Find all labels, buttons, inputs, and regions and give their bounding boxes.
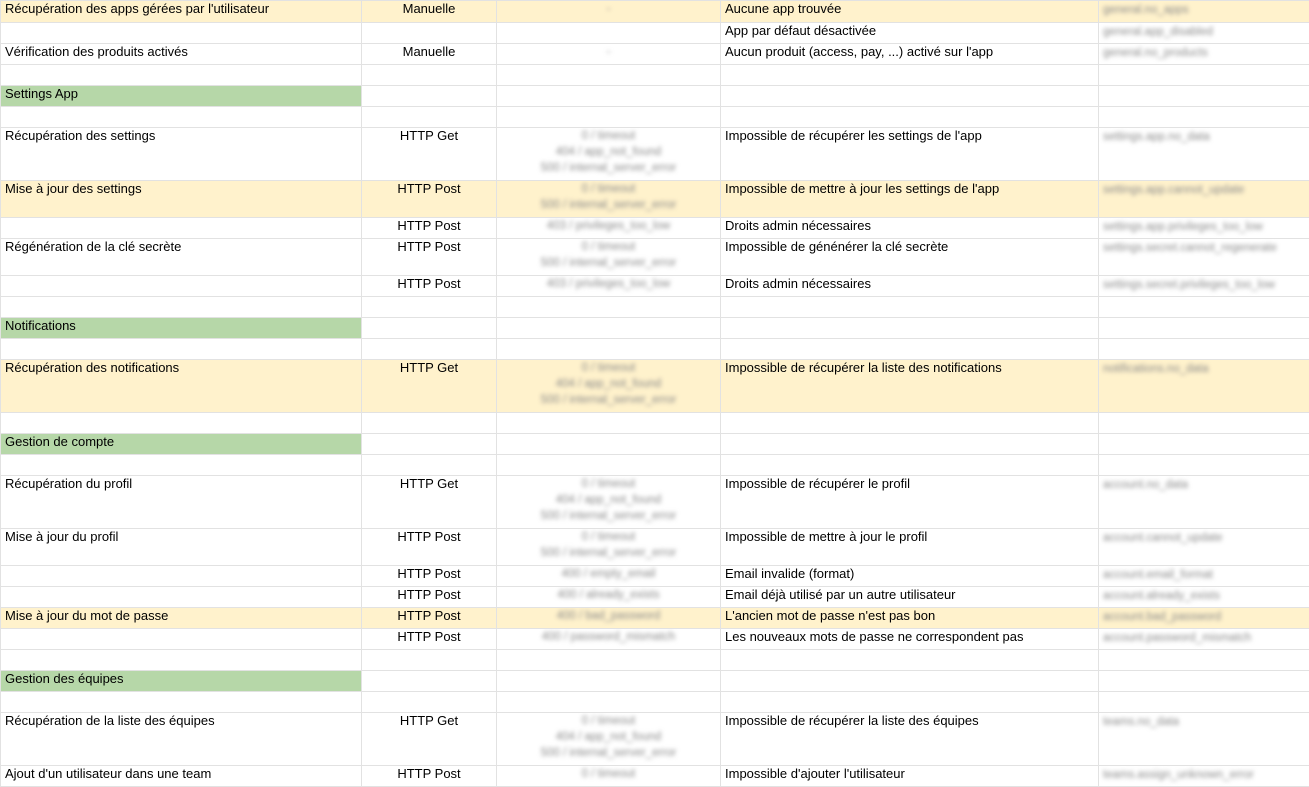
- status-code-line: 0 / timeout: [501, 766, 716, 782]
- step-cell[interactable]: [1, 587, 362, 608]
- step-cell[interactable]: Récupération des settings: [1, 128, 362, 181]
- table-row: [1, 23, 1309, 44]
- key-cell[interactable]: [1099, 455, 1309, 476]
- translation-key: settings.app.privileges_too_low: [1103, 221, 1263, 233]
- message-cell[interactable]: [721, 339, 1099, 360]
- message-cell[interactable]: Impossible de génénérer la clé secrète: [721, 239, 1099, 276]
- type-cell[interactable]: [362, 692, 497, 713]
- message-cell[interactable]: [721, 650, 1099, 671]
- status-code-line: 500 / internal_server_error: [501, 160, 716, 176]
- message-cell[interactable]: [721, 86, 1099, 107]
- status-cell[interactable]: [497, 587, 721, 608]
- type-cell[interactable]: HTTP Get: [362, 476, 497, 529]
- message-cell[interactable]: Email déjà utilisé par un autre utilisateur: [721, 587, 1099, 608]
- status-cell[interactable]: [497, 413, 721, 434]
- status-cell[interactable]: [497, 608, 721, 629]
- key-cell[interactable]: [1099, 128, 1309, 181]
- table-row: [1, 276, 1309, 297]
- table-row: [1, 65, 1309, 86]
- type-cell[interactable]: HTTP Post: [362, 529, 497, 566]
- translation-key: general.no_apps: [1103, 4, 1189, 16]
- step-cell[interactable]: [1, 218, 362, 239]
- section-row: [1, 86, 1309, 107]
- key-cell[interactable]: [1099, 566, 1309, 587]
- step-cell[interactable]: [1, 629, 362, 650]
- translation-key: settings.secret.cannot_regenerate: [1103, 242, 1277, 254]
- message-cell[interactable]: Aucune app trouvée: [721, 1, 1099, 23]
- status-cell[interactable]: [497, 65, 721, 86]
- status-code-line: 0 / timeout: [501, 239, 716, 255]
- type-cell[interactable]: HTTP Post: [362, 566, 497, 587]
- status-cell[interactable]: [497, 181, 721, 218]
- message-cell[interactable]: [721, 107, 1099, 128]
- type-cell[interactable]: HTTP Get: [362, 360, 497, 413]
- type-cell[interactable]: Manuelle: [362, 1, 497, 23]
- status-code-line: 404 / app_not_found: [501, 376, 716, 392]
- status-cell[interactable]: [497, 107, 721, 128]
- type-cell[interactable]: [362, 23, 497, 44]
- step-cell[interactable]: Vérification des produits activés: [1, 44, 362, 65]
- status-cell[interactable]: [497, 713, 721, 766]
- step-cell[interactable]: Mise à jour du profil: [1, 529, 362, 566]
- message-cell[interactable]: [721, 692, 1099, 713]
- step-cell[interactable]: [1, 566, 362, 587]
- translation-key: account.password_mismatch: [1103, 632, 1251, 644]
- table-row: [1, 587, 1309, 608]
- step-cell[interactable]: Mise à jour des settings: [1, 181, 362, 218]
- type-cell[interactable]: HTTP Post: [362, 766, 497, 787]
- step-cell[interactable]: [1, 107, 362, 128]
- status-code-line: 0 / timeout: [501, 181, 716, 197]
- key-cell[interactable]: [1099, 692, 1309, 713]
- status-cell[interactable]: [497, 566, 721, 587]
- message-cell[interactable]: Impossible de récupérer la liste des notifications: [721, 360, 1099, 413]
- status-cell[interactable]: [497, 476, 721, 529]
- type-cell[interactable]: HTTP Get: [362, 128, 497, 181]
- key-cell[interactable]: [1099, 1, 1309, 23]
- table-row: [1, 1, 1309, 23]
- key-cell[interactable]: [1099, 107, 1309, 128]
- status-code-line: 500 / internal_server_error: [501, 745, 716, 761]
- translation-key: notifications.no_data: [1103, 363, 1209, 375]
- message-cell[interactable]: Impossible de récupérer la liste des équipes: [721, 713, 1099, 766]
- step-cell[interactable]: [1, 455, 362, 476]
- status-code-line: 0 / timeout: [501, 529, 716, 545]
- type-cell[interactable]: [362, 650, 497, 671]
- key-cell[interactable]: [1099, 23, 1309, 44]
- translation-key: account.email_format: [1103, 569, 1213, 581]
- type-cell[interactable]: [362, 65, 497, 86]
- status-code-line: -: [501, 1, 716, 17]
- message-cell[interactable]: [721, 413, 1099, 434]
- translation-key: settings.secret.privileges_too_low: [1103, 279, 1275, 291]
- type-cell[interactable]: HTTP Post: [362, 629, 497, 650]
- message-cell[interactable]: Impossible d'ajouter l'utilisateur: [721, 766, 1099, 787]
- key-cell[interactable]: [1099, 476, 1309, 529]
- translation-key: account.cannot_update: [1103, 532, 1223, 544]
- message-cell[interactable]: [721, 65, 1099, 86]
- status-code-line: 404 / app_not_found: [501, 729, 716, 745]
- status-cell[interactable]: [497, 529, 721, 566]
- key-cell[interactable]: [1099, 413, 1309, 434]
- message-cell[interactable]: Aucun produit (access, pay, ...) activé sur l'app: [721, 44, 1099, 65]
- status-cell[interactable]: [497, 650, 721, 671]
- key-cell[interactable]: [1099, 650, 1309, 671]
- type-cell[interactable]: Manuelle: [362, 44, 497, 65]
- message-cell[interactable]: Les nouveaux mots de passe ne correspondent pas: [721, 629, 1099, 650]
- step-cell[interactable]: [1, 650, 362, 671]
- table-row: [1, 713, 1309, 766]
- status-cell[interactable]: [497, 23, 721, 44]
- status-cell[interactable]: [497, 86, 721, 107]
- message-cell[interactable]: [721, 671, 1099, 692]
- table-row: [1, 297, 1309, 318]
- key-cell[interactable]: [1099, 86, 1309, 107]
- type-cell[interactable]: [362, 455, 497, 476]
- type-cell[interactable]: [362, 671, 497, 692]
- status-code-line: 0 / timeout: [501, 713, 716, 729]
- table-row: [1, 44, 1309, 65]
- table-row: [1, 766, 1309, 787]
- status-cell[interactable]: [497, 218, 721, 239]
- message-cell[interactable]: Impossible de récupérer le profil: [721, 476, 1099, 529]
- step-cell[interactable]: Récupération des apps gérées par l'utilisateur: [1, 1, 362, 23]
- key-cell[interactable]: [1099, 671, 1309, 692]
- message-cell[interactable]: [721, 297, 1099, 318]
- step-cell[interactable]: Récupération du profil: [1, 476, 362, 529]
- key-cell[interactable]: [1099, 44, 1309, 65]
- status-code-line: 403 / privileges_too_low: [501, 218, 716, 234]
- table-row: [1, 608, 1309, 629]
- step-cell[interactable]: [1, 339, 362, 360]
- step-cell[interactable]: [1, 692, 362, 713]
- table-row: [1, 629, 1309, 650]
- status-code-line: 500 / internal_server_error: [501, 545, 716, 561]
- status-cell[interactable]: [497, 671, 721, 692]
- message-cell[interactable]: L'ancien mot de passe n'est pas bon: [721, 608, 1099, 629]
- type-cell[interactable]: HTTP Post: [362, 608, 497, 629]
- status-code-line: -: [501, 44, 716, 60]
- message-cell[interactable]: Impossible de récupérer les settings de l'app: [721, 128, 1099, 181]
- type-cell[interactable]: [362, 297, 497, 318]
- status-code-line: 0 / timeout: [501, 476, 716, 492]
- step-cell[interactable]: Régénération de la clé secrète: [1, 239, 362, 276]
- translation-key: teams.assign_unknown_error: [1103, 769, 1254, 781]
- section-row: [1, 671, 1309, 692]
- table-row: [1, 650, 1309, 671]
- translation-key: account.no_data: [1103, 479, 1188, 491]
- table-row: [1, 107, 1309, 128]
- key-cell[interactable]: [1099, 218, 1309, 239]
- step-cell[interactable]: [1, 276, 362, 297]
- status-cell[interactable]: [497, 339, 721, 360]
- message-cell[interactable]: App par défaut désactivée: [721, 23, 1099, 44]
- message-cell[interactable]: [721, 434, 1099, 455]
- table-row: [1, 692, 1309, 713]
- type-cell[interactable]: [362, 318, 497, 339]
- status-code-line: 0 / timeout: [501, 128, 716, 144]
- type-cell[interactable]: [362, 86, 497, 107]
- status-cell[interactable]: [497, 629, 721, 650]
- status-cell[interactable]: [497, 692, 721, 713]
- status-cell[interactable]: [497, 239, 721, 276]
- message-cell[interactable]: [721, 318, 1099, 339]
- status-code-line: 400 / password_mismatch: [501, 629, 716, 645]
- message-cell[interactable]: Impossible de mettre à jour les settings de l'app: [721, 181, 1099, 218]
- key-cell[interactable]: [1099, 276, 1309, 297]
- table-row: [1, 218, 1309, 239]
- status-cell[interactable]: [497, 434, 721, 455]
- status-cell[interactable]: [497, 766, 721, 787]
- step-cell[interactable]: Ajout d'un utilisateur dans une team: [1, 766, 362, 787]
- message-cell[interactable]: Impossible de mettre à jour le profil: [721, 529, 1099, 566]
- translation-key: account.bad_password: [1103, 611, 1221, 623]
- type-cell[interactable]: [362, 434, 497, 455]
- type-cell[interactable]: HTTP Post: [362, 239, 497, 276]
- type-cell[interactable]: HTTP Post: [362, 181, 497, 218]
- key-cell[interactable]: [1099, 181, 1309, 218]
- step-cell[interactable]: [1, 23, 362, 44]
- translation-key: teams.no_data: [1103, 716, 1179, 728]
- status-code-line: 500 / internal_server_error: [501, 392, 716, 408]
- table-row: [1, 455, 1309, 476]
- section-header-cell[interactable]: Gestion des équipes: [1, 671, 362, 692]
- section-header-cell[interactable]: Notifications: [1, 318, 362, 339]
- message-cell[interactable]: Droits admin nécessaires: [721, 276, 1099, 297]
- key-cell[interactable]: [1099, 297, 1309, 318]
- translation-key: account.already_exists: [1103, 590, 1220, 602]
- translation-key: general.app_disabled: [1103, 26, 1213, 38]
- status-cell[interactable]: [497, 128, 721, 181]
- type-cell[interactable]: [362, 107, 497, 128]
- step-cell[interactable]: [1, 297, 362, 318]
- table-row: [1, 476, 1309, 529]
- status-code-line: 404 / app_not_found: [501, 144, 716, 160]
- step-cell[interactable]: [1, 413, 362, 434]
- table-row: [1, 360, 1309, 413]
- translation-key: settings.app.cannot_update: [1103, 184, 1244, 196]
- table-row: [1, 128, 1309, 181]
- status-code-line: 500 / internal_server_error: [501, 508, 716, 524]
- status-cell[interactable]: [497, 455, 721, 476]
- translation-key: settings.app.no_data: [1103, 131, 1210, 143]
- status-cell[interactable]: [497, 276, 721, 297]
- key-cell[interactable]: [1099, 318, 1309, 339]
- type-cell[interactable]: HTTP Post: [362, 276, 497, 297]
- step-cell[interactable]: [1, 65, 362, 86]
- status-code-line: 500 / internal_server_error: [501, 255, 716, 271]
- type-cell[interactable]: [362, 413, 497, 434]
- status-code-line: 404 / app_not_found: [501, 492, 716, 508]
- status-cell[interactable]: [497, 318, 721, 339]
- status-cell[interactable]: [497, 360, 721, 413]
- key-cell[interactable]: [1099, 65, 1309, 86]
- step-cell[interactable]: Récupération de la liste des équipes: [1, 713, 362, 766]
- table-row: [1, 181, 1309, 218]
- step-cell[interactable]: Récupération des notifications: [1, 360, 362, 413]
- status-code-line: 400 / already_exists: [501, 587, 716, 603]
- key-cell[interactable]: [1099, 713, 1309, 766]
- message-cell[interactable]: Email invalide (format): [721, 566, 1099, 587]
- key-cell[interactable]: [1099, 608, 1309, 629]
- table-row: [1, 239, 1309, 276]
- key-cell[interactable]: [1099, 434, 1309, 455]
- status-code-line: 500 / internal_server_error: [501, 197, 716, 213]
- status-code-line: 400 / bad_password: [501, 608, 716, 624]
- status-cell[interactable]: [497, 1, 721, 23]
- type-cell[interactable]: HTTP Post: [362, 587, 497, 608]
- type-cell[interactable]: HTTP Get: [362, 713, 497, 766]
- table-row: [1, 566, 1309, 587]
- status-code-line: 400 / empty_email: [501, 566, 716, 582]
- key-cell[interactable]: [1099, 239, 1309, 276]
- grid-body: [1, 1, 1309, 787]
- message-cell[interactable]: Droits admin nécessaires: [721, 218, 1099, 239]
- key-cell[interactable]: [1099, 587, 1309, 608]
- key-cell[interactable]: [1099, 339, 1309, 360]
- key-cell[interactable]: [1099, 629, 1309, 650]
- section-header-cell[interactable]: Gestion de compte: [1, 434, 362, 455]
- table-row: [1, 529, 1309, 566]
- translation-key: general.no_products: [1103, 47, 1208, 59]
- status-cell[interactable]: [497, 297, 721, 318]
- key-cell[interactable]: [1099, 766, 1309, 787]
- step-cell[interactable]: Mise à jour du mot de passe: [1, 608, 362, 629]
- type-cell[interactable]: [362, 339, 497, 360]
- type-cell[interactable]: HTTP Post: [362, 218, 497, 239]
- status-code-line: 403 / privileges_too_low: [501, 276, 716, 292]
- key-cell[interactable]: [1099, 529, 1309, 566]
- message-cell[interactable]: [721, 455, 1099, 476]
- section-row: [1, 318, 1309, 339]
- table-row: [1, 413, 1309, 434]
- section-row: [1, 434, 1309, 455]
- key-cell[interactable]: [1099, 360, 1309, 413]
- status-cell[interactable]: [497, 44, 721, 65]
- table-row: [1, 339, 1309, 360]
- section-header-cell[interactable]: Settings App: [1, 86, 362, 107]
- status-code-line: 0 / timeout: [501, 360, 716, 376]
